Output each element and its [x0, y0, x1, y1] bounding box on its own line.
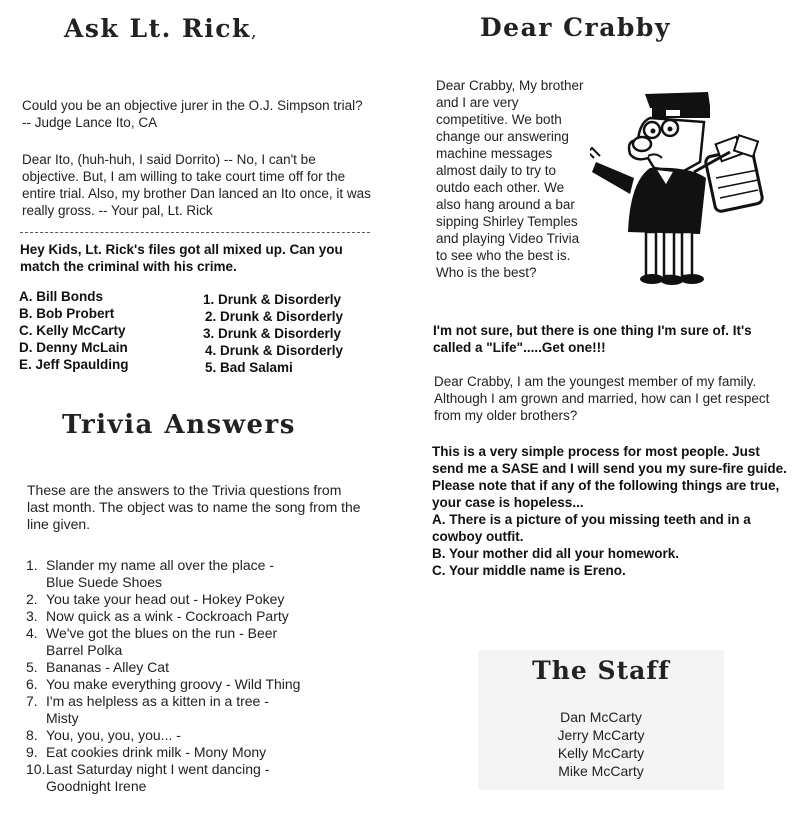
crabby-reply-2: [432, 443, 790, 579]
trivia-answers-list: [26, 557, 371, 795]
answer-song: Misty: [46, 710, 79, 726]
reply-2-item: C. Your middle name is Ereno.: [432, 563, 626, 578]
trivia-answer-item: [26, 744, 371, 761]
crime-item: 5. Bad Salami: [205, 360, 293, 375]
rick-answer: Dear Ito, (huh-huh, I said Dorrito) -- No, I can't be objective. But, I am willing to take court time off for the entire trial. Also, my brother Dan lanced an Ito once, it was really gross. -- Your pal, Lt. Rick: [22, 152, 371, 218]
trivia-answer-item: [26, 625, 371, 659]
answer-line: You, you, you, you... -: [46, 727, 181, 743]
crabby-letter-2: Dear Crabby, I am the youngest member of my family. Although I am grown and married, how can I get respect from my older brothers?: [434, 374, 770, 423]
dashed-divider: [20, 232, 370, 233]
ask-lt-rick-title: [64, 14, 258, 43]
trivia-intro: These are the answers to the Trivia questions from last month. The object was to name the song from the line given.: [27, 482, 361, 532]
answer-number: 10.: [26, 761, 46, 777]
answer-line: We've got the blues on the run - Beer: [46, 625, 278, 641]
dear-crabby-title: Dear Crabby: [480, 13, 671, 42]
answer-line: Last Saturday night I went dancing -: [46, 761, 270, 777]
trivia-answer-item: [26, 591, 371, 608]
criminal-item: E. Jeff Spaulding: [19, 357, 129, 372]
trivia-answer-item: [26, 676, 371, 693]
trivia-answer-item: [26, 761, 371, 795]
ask-lt-rick-title-text: Ask Lt. Rick: [64, 14, 251, 43]
title-comma: ,: [250, 21, 259, 42]
staff-name: Mike McCarty: [558, 763, 644, 779]
crimes-list: [203, 291, 378, 376]
trivia-answer-item: [26, 693, 371, 727]
answer-number: 4.: [26, 625, 38, 641]
answer-number: 2.: [26, 591, 38, 607]
trivia-answer-item: [26, 659, 371, 676]
criminal-item: B. Bob Probert: [19, 306, 115, 321]
answer-line: I'm as helpless as a kitten in a tree -: [46, 693, 269, 709]
answer-number: 7.: [26, 693, 38, 709]
answer-number: 8.: [26, 727, 38, 743]
answer-number: 5.: [26, 659, 38, 675]
cap-icon: [645, 92, 710, 108]
answer-line: You take your head out - Hokey Pokey: [46, 591, 285, 607]
crime-item: 1. Drunk & Disorderly: [203, 292, 342, 307]
answer-number: 1.: [26, 557, 38, 573]
reply-2-item: B. Your mother did all your homework.: [432, 546, 680, 561]
crabby-reply-1: I'm not sure, but there is one thing I'm sure of. It's called a "Life".....Get one!!!: [433, 323, 752, 355]
answer-song: Goodnight Irene: [46, 778, 147, 794]
rick-question: Could you be an objective jurer in the O.J. Simpson trial? -- Judge Lance Ito, CA: [22, 98, 363, 130]
rick-quiz-intro: Hey Kids, Lt. Rick's files got all mixed up. Can you match the criminal with his crime.: [20, 242, 343, 274]
reply-2-intro: This is a very simple process for most people. Just send me a SASE and I will send you my sure-fire guide.: [432, 444, 787, 476]
crabby-mailman-illustration: [590, 82, 780, 292]
trivia-answers-title: Trivia Answers: [62, 410, 296, 440]
trivia-answer-item: [26, 557, 371, 591]
staff-name: Kelly McCarty: [557, 745, 645, 761]
staff-name: Dan McCarty: [560, 709, 642, 725]
crime-item: 2. Drunk & Disorderly: [205, 309, 344, 324]
crime-item: 4. Drunk & Disorderly: [205, 343, 344, 358]
answer-number: 6.: [26, 676, 38, 692]
staff-title: The Staff: [532, 656, 670, 685]
criminal-item: C. Kelly McCarty: [19, 323, 126, 338]
answer-line: Eat cookies drink milk - Mony Mony: [46, 744, 267, 760]
answer-line: Now quick as a wink - Cockroach Party: [46, 608, 289, 624]
criminal-item: D. Denny McLain: [19, 340, 128, 355]
staff-box: [478, 650, 724, 790]
criminal-item: A. Bill Bonds: [19, 289, 103, 304]
criminals-list: [19, 288, 194, 373]
crime-item: 3. Drunk & Disorderly: [203, 326, 342, 341]
trivia-answer-item: [26, 608, 371, 625]
crabby-letter-1: Dear Crabby, My brother and I are very competitive. We both change our answering machine messages almost daily to try to outdo each other. We also hang around a bar sipping Shirley Temples and playing Video Trivia to see who the best is. Who is the best?: [436, 78, 584, 280]
answer-song: Barrel Polka: [46, 642, 123, 658]
staff-name: Jerry McCarty: [557, 727, 645, 743]
answer-line: Bananas - Alley Cat: [46, 659, 169, 675]
answer-number: 3.: [26, 608, 38, 624]
answer-number: 9.: [26, 744, 38, 760]
answer-song: Blue Suede Shoes: [46, 574, 162, 590]
reply-2-note: Please note that if any of the following things are true, your case is hopeless...: [432, 478, 780, 510]
reply-2-item: A. There is a picture of you missing teeth and in a cowboy outfit.: [432, 512, 751, 544]
trivia-answer-item: [26, 727, 371, 744]
staff-names-list: [478, 708, 724, 780]
answer-line: You make everything groovy - Wild Thing: [46, 676, 301, 692]
answer-line: Slander my name all over the place -: [46, 557, 274, 573]
